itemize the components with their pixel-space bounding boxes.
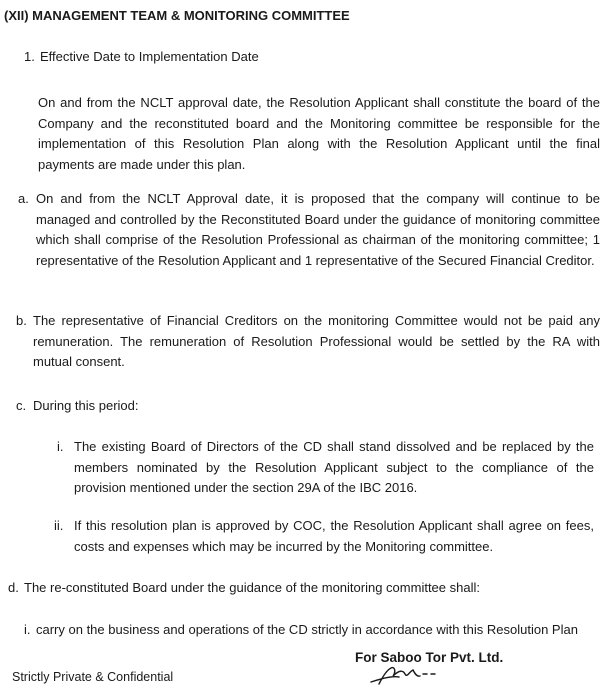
item-c-marker: c. bbox=[16, 398, 27, 413]
item-b-paragraph: The representative of Financial Creditors on the monitoring Committee would not be paid any remuneration. The remuneration of Resolution Professional would be settled by the RA with mutual consent. bbox=[33, 313, 600, 369]
footer-company-name: For Saboo Tor Pvt. Ltd. bbox=[355, 650, 504, 665]
item-c-sub-ii-paragraph: If this resolution plan is approved by COC, the Resolution Applicant shall agree on fees, costs and expenses which may be incurred by the Monitoring committee. bbox=[74, 518, 594, 554]
item-d-marker: d. bbox=[8, 580, 19, 595]
item-c-sub-i-marker: i. bbox=[57, 439, 64, 454]
item-a-marker: a. bbox=[18, 191, 29, 206]
signature-icon bbox=[365, 664, 465, 688]
item-c-text: During this period: bbox=[33, 398, 139, 413]
item-d-text: The re-constituted Board under the guidance of the monitoring committee shall: bbox=[24, 580, 480, 595]
item-c-sub-ii-marker: ii. bbox=[54, 518, 64, 533]
item-c-sub-i-paragraph: The existing Board of Directors of the CD shall stand dissolved and be replaced by the members nominated by the Resolution Applicant subject to the compliance of the provision mentioned under the section 29A of the IBC 2016. bbox=[74, 439, 594, 495]
item-d-sub-i-marker: i. bbox=[24, 622, 31, 637]
footer-confidential: Strictly Private & Confidential bbox=[12, 670, 174, 684]
item-1-title: Effective Date to Implementation Date bbox=[40, 49, 259, 64]
item-1-paragraph: On and from the NCLT approval date, the Resolution Applicant shall constitute the board of the Company and the reconstituted board and the Monitoring committee be responsible for the implementation of this Resolution Plan along with the Resolution Applicant until the final payments are made under this plan. bbox=[38, 95, 600, 172]
item-1-marker: 1. bbox=[24, 49, 35, 64]
item-b-marker: b. bbox=[16, 313, 27, 328]
section-heading: (XII) MANAGEMENT TEAM & MONITORING COMMITTEE bbox=[4, 8, 350, 23]
item-d-sub-i-paragraph: carry on the business and operations of the CD strictly in accordance with this Resolution Plan bbox=[36, 622, 578, 637]
item-a-paragraph: On and from the NCLT Approval date, it is proposed that the company will continue to be managed and controlled by the Reconstituted Board under the guidance of monitoring committee which shall comprise of the Resolution Professional as chairman of the monitoring committee; 1 representative of the Resolution Applicant and 1 representative of the Secured Financial Creditor. bbox=[36, 191, 600, 268]
